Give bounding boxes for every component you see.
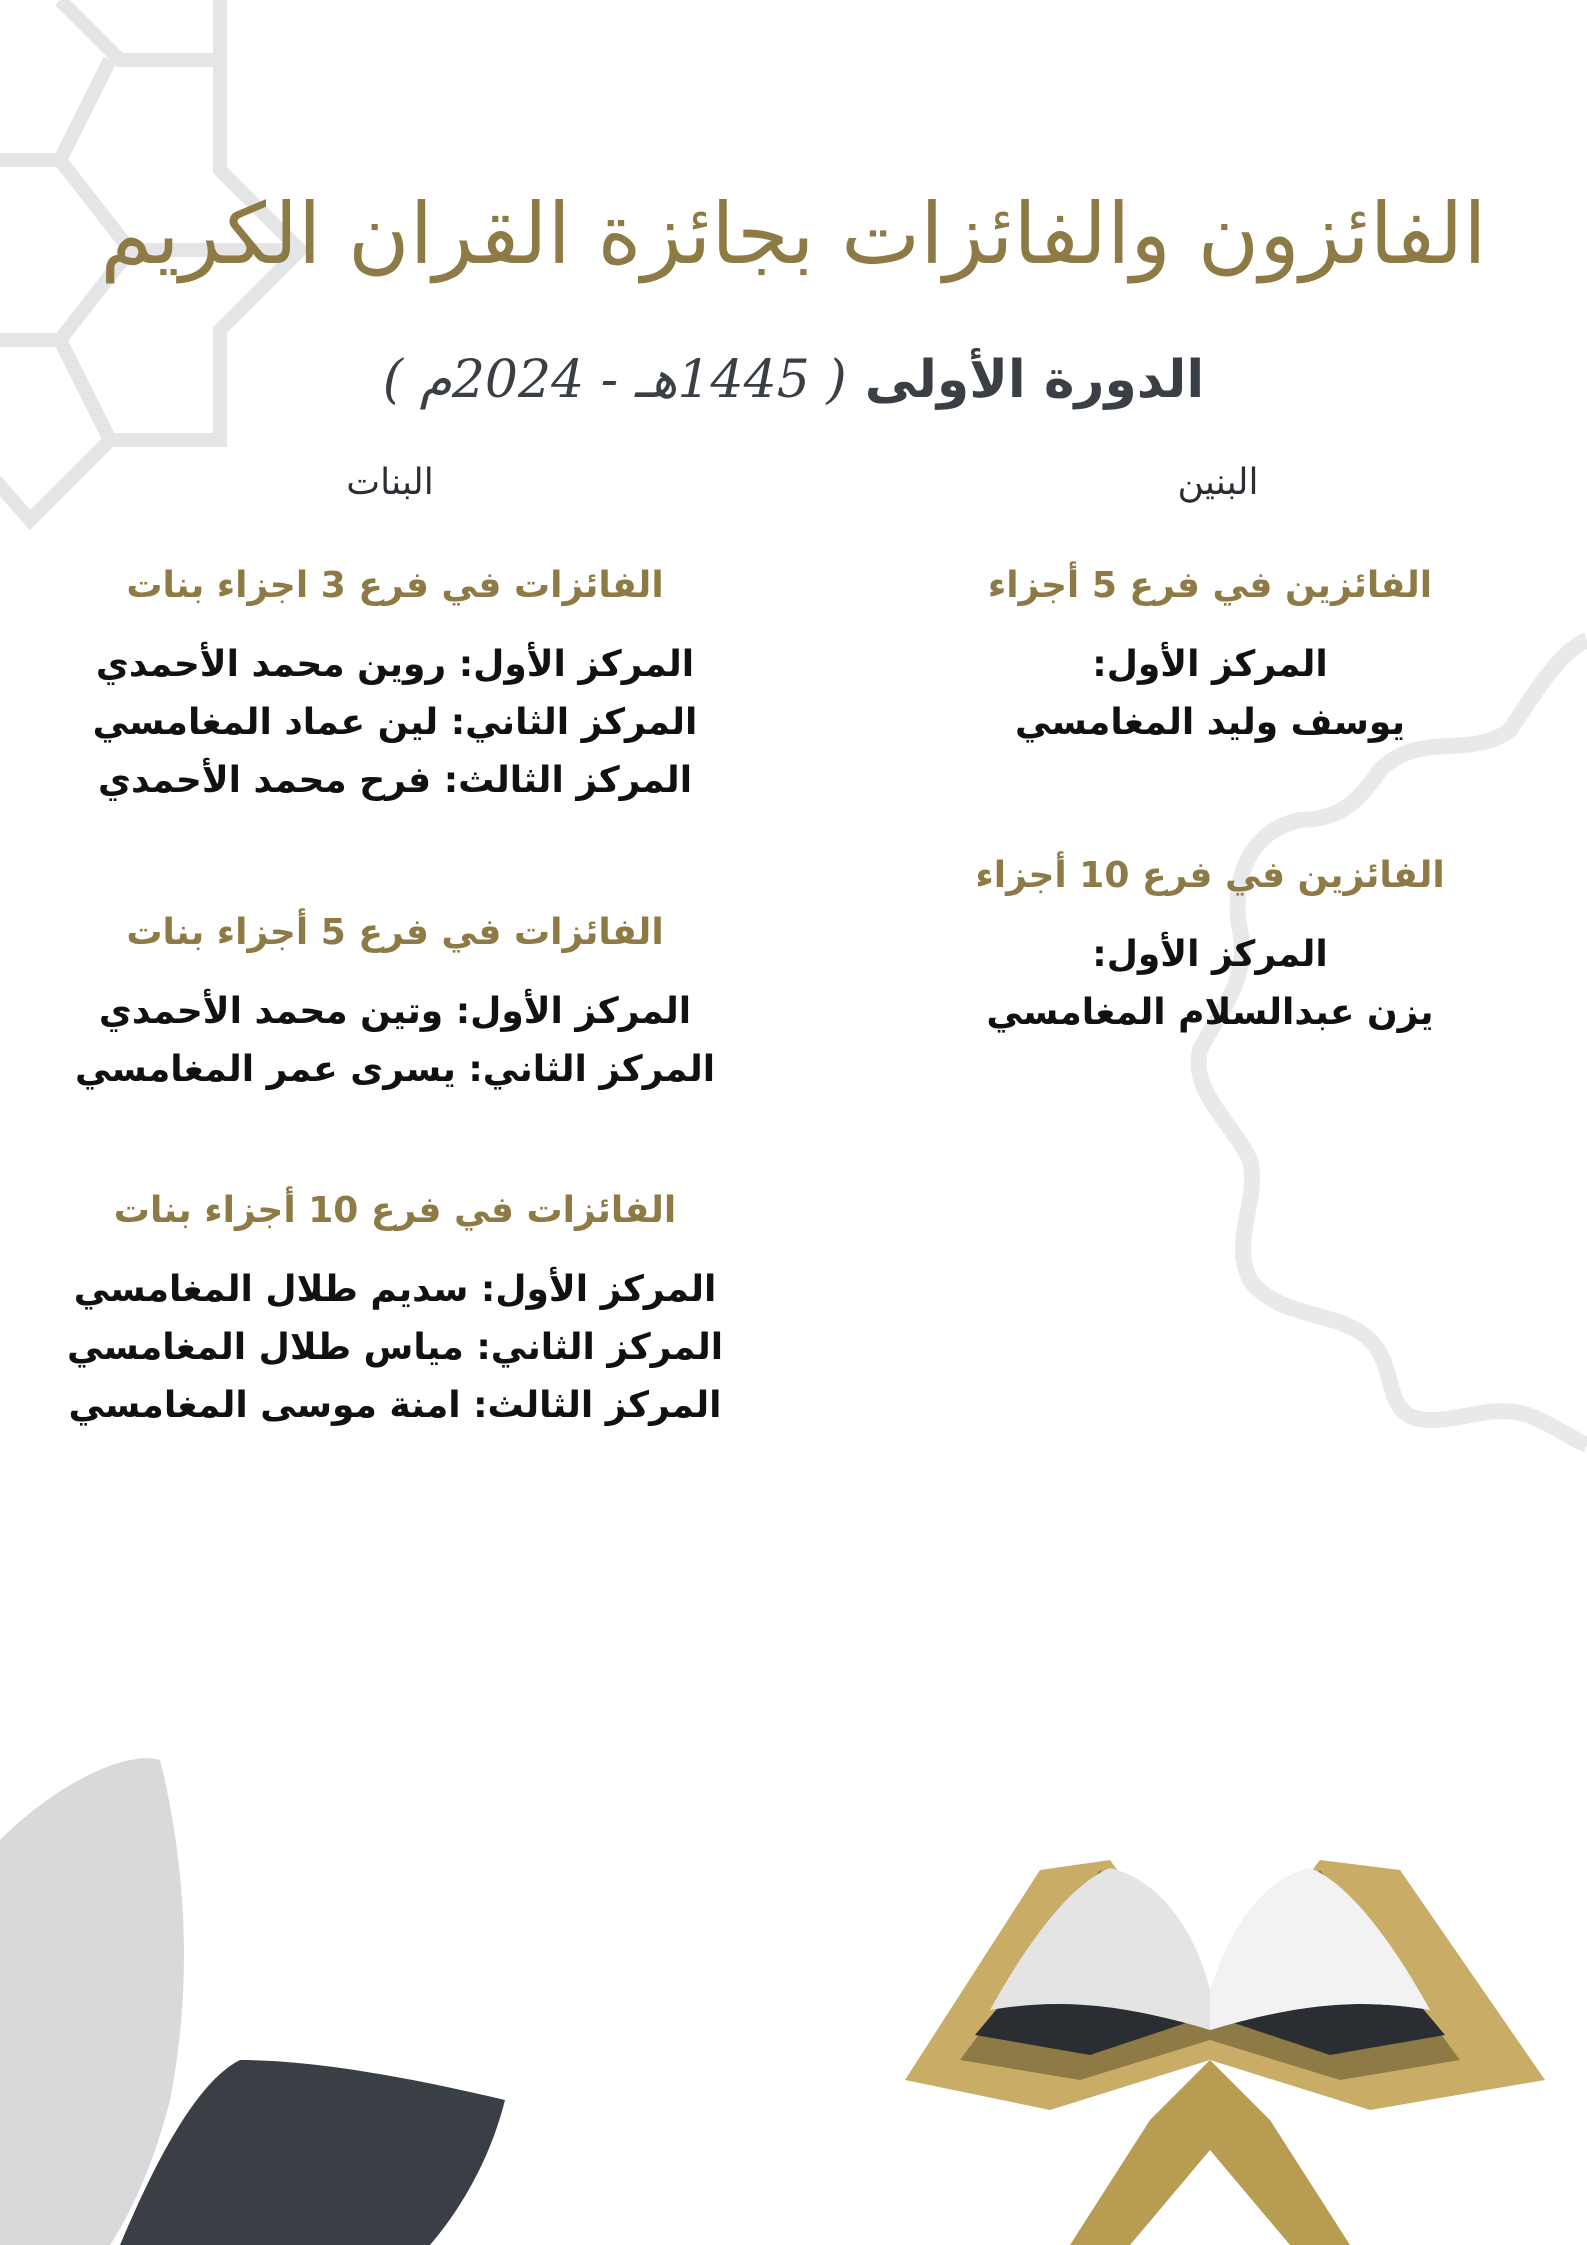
- winner-row: [15, 1377, 775, 1435]
- winner-name: امنة موسى المغامسي: [68, 1385, 461, 1426]
- girls-section-3-parts: [15, 565, 775, 810]
- boys-section-5-parts: [830, 565, 1587, 752]
- winner-name: لين عماد المغامسي: [92, 702, 439, 743]
- section-heading: الفائزين في فرع 5 أجزاء: [987, 565, 1433, 606]
- winner-place: المركز الثاني:: [476, 1327, 724, 1368]
- winner-place: المركز الأول:: [458, 644, 695, 685]
- winner-row: [15, 636, 775, 694]
- flower-outline-right: [1198, 640, 1587, 1445]
- session-label: الدورة الأولى: [864, 350, 1205, 410]
- winner-row: [15, 1319, 775, 1377]
- section-heading: الفائزين في فرع 10 أجزاء: [975, 855, 1445, 896]
- winner-place: المركز الثاني:: [468, 1049, 716, 1090]
- girls-section-10-parts: [15, 1190, 775, 1435]
- page-title: الفائزون والفائزات بجائزة القران الكريم: [100, 185, 1487, 283]
- winner-name: يزن عبدالسلام المغامسي: [986, 992, 1434, 1033]
- session-subtitle: [0, 350, 1587, 410]
- winner-row: [15, 1261, 775, 1319]
- winner-name: مياس طلال المغامسي: [66, 1327, 464, 1368]
- winner-name: روين محمد الأحمدي: [95, 644, 447, 685]
- winner-name: سديم طلال المغامسي: [73, 1269, 469, 1310]
- winner-name: فرح محمد الأحمدي: [97, 760, 432, 801]
- session-dates: ( 1445هـ - 2024م ): [382, 350, 847, 410]
- winner-name: يوسف وليد المغامسي: [1015, 702, 1405, 743]
- winner-row: [15, 752, 775, 810]
- section-heading: الفائزات في فرع 5 أجزاء بنات: [126, 912, 664, 953]
- winner-place: المركز الثالث:: [473, 1385, 722, 1426]
- boys-section-10-parts: [830, 855, 1587, 1042]
- winner-place: المركز الأول:: [1092, 934, 1328, 975]
- girls-section-5-parts: [15, 912, 775, 1099]
- winner-row: [15, 1041, 775, 1099]
- winner-row: [15, 694, 775, 752]
- section-heading: الفائزات في فرع 3 اجزاء بنات: [126, 565, 664, 606]
- winner-name: وتين محمد الأحمدي: [98, 991, 444, 1032]
- winner-place: المركز الأول:: [480, 1269, 717, 1310]
- girls-column-label: البنات: [346, 462, 434, 503]
- winner-place: المركز الأول:: [455, 991, 692, 1032]
- winner-place: المركز الثالث:: [443, 760, 693, 801]
- winner-row: [15, 983, 775, 1041]
- winner-place: المركز الأول:: [1092, 644, 1328, 685]
- leaf-shapes: [0, 1758, 505, 2245]
- section-heading: الفائزات في فرع 10 أجزاء بنات: [113, 1190, 677, 1231]
- winner-place: المركز الثاني:: [450, 702, 698, 743]
- boys-column-label: البنين: [1177, 462, 1259, 503]
- winner-name: يسرى عمر المغامسي: [74, 1049, 456, 1090]
- quran-book-stand-icon: [905, 1860, 1545, 2245]
